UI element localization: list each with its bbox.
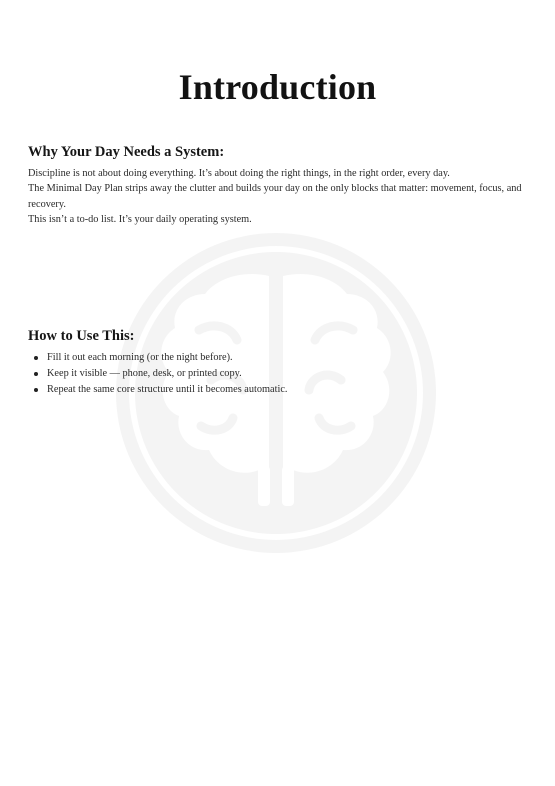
list-item: Keep it visible — phone, desk, or printed copy. (28, 366, 528, 382)
list-item: Repeat the same core structure until it becomes automatic. (28, 382, 528, 398)
section-heading: How to Use This: (28, 328, 135, 344)
section-how-to-use (28, 328, 528, 397)
section-why-system (28, 144, 528, 227)
section-heading: Why Your Day Needs a System: (28, 144, 225, 160)
page-title: Introduction (178, 67, 377, 107)
paragraph: This isn’t a to-do list. It’s your daily operating system. (28, 213, 252, 225)
bullet-list (28, 350, 528, 397)
paragraph: Discipline is not about doing everything. It’s about doing the right things, in the right order, every day. (28, 168, 450, 179)
paragraph: The Minimal Day Plan strips away the clutter and builds your day on the only blocks that matter: movement, focus, and recovery. (28, 183, 522, 210)
list-item: Fill it out each morning (or the night before). (28, 350, 528, 366)
